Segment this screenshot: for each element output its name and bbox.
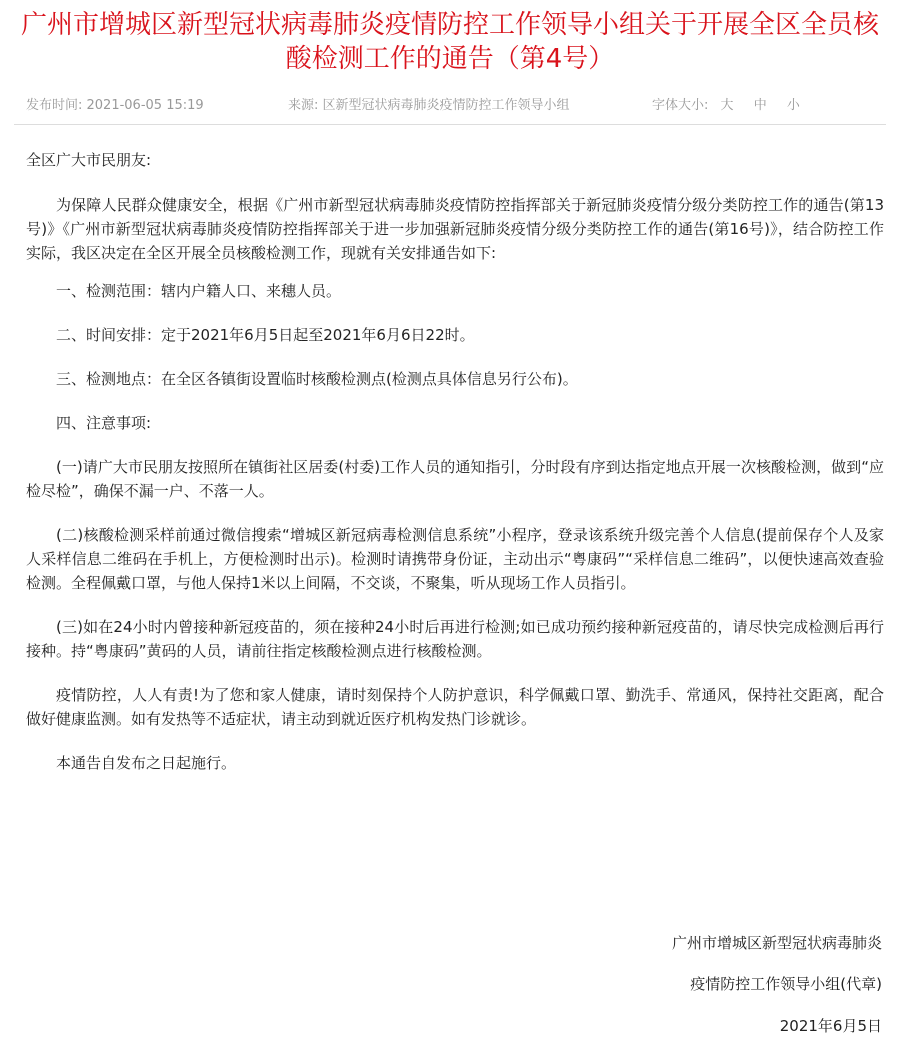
meta-divider	[14, 124, 886, 125]
note-2: (二)核酸检测采样前通过微信搜索“增城区新冠病毒检测信息系统”小程序，登录该系统升级完善个人信息(提前保存个人及家人采样信息二维码在手机上，方便检测时出示)。检测时请携带身份证，主动出示“粤康码”“采样信息二维码”，以便快速高效查验检测。全程佩戴口罩，与他人保持1米以上间隔，不交谈，不聚集，听从现场工作人员指引。	[26, 526, 884, 592]
intro-paragraph: 为保障人民群众健康安全，根据《广州市新型冠状病毒肺炎疫情防控指挥部关于新冠肺炎疫情分级分类防控工作的通告(第13号)》《广州市新型冠状病毒肺炎疫情防控指挥部关于进一步加强新冠肺炎疫情分级分类防控工作的通告(第16号)》，结合防控工作实际，我区决定在全区开展全员核酸检测工作，现就有关安排通告如下:	[26, 196, 884, 262]
article-body	[26, 148, 884, 775]
note-1: (一)请广大市民朋友按照所在镇街社区居委(村委)工作人员的通知指引，分时段有序到达指定地点开展一次核酸检测，做到“应检尽检”，确保不漏一户、不落一人。	[26, 458, 884, 500]
item-scope: 一、检测范围：辖内户籍人口、来穗人员。	[56, 282, 342, 300]
font-size-medium-button[interactable]: 中	[753, 98, 767, 113]
publish-time: 发布时间: 2021-06-05 15:19	[26, 98, 204, 113]
article-meta	[26, 96, 882, 116]
closing-paragraph: 疫情防控，人人有责!为了您和家人健康，请时刻保持个人防护意识，科学佩戴口罩、勤洗手、常通风，保持社交距离，配合做好健康监测。如有发热等不适症状，请主动到就近医疗机构发热门诊就诊。	[26, 686, 884, 728]
article-source: 来源: 区新型冠状病毒肺炎疫情防控工作领导小组	[288, 98, 570, 113]
font-size-label: 字体大小:	[652, 98, 709, 113]
signature-line-1: 广州市增城区新型冠状病毒肺炎	[671, 934, 882, 952]
item-notes-heading: 四、注意事项:	[56, 414, 152, 432]
font-size-control	[652, 96, 800, 116]
note-3: (三)如在24小时内曾接种新冠疫苗的，须在接种24小时后再进行检测;如已成功预约接种新冠疫苗的，请尽快完成检测后再行接种。持“粤康码”黄码的人员，请前往指定核酸检测点进行核酸检测。	[26, 618, 884, 660]
font-size-small-button[interactable]: 小	[786, 98, 800, 113]
item-schedule: 二、时间安排：定于2021年6月5日起至2021年6月6日22时。	[56, 326, 475, 344]
article-title: 广州市增城区新型冠状病毒肺炎疫情防控工作领导小组关于开展全区全员核酸检测工作的通告（第4号）	[20, 10, 879, 74]
signature-line-2: 疫情防控工作领导小组(代章)	[690, 975, 882, 993]
publish-date: 2021年6月5日	[779, 1017, 882, 1035]
item-location: 三、检测地点：在全区各镇街设置临时核酸检测点(检测点具体信息另行公布)。	[56, 370, 578, 388]
font-size-large-button[interactable]: 大	[720, 98, 734, 113]
effective-statement: 本通告自发布之日起施行。	[56, 754, 237, 772]
salutation: 全区广大市民朋友:	[26, 151, 152, 169]
